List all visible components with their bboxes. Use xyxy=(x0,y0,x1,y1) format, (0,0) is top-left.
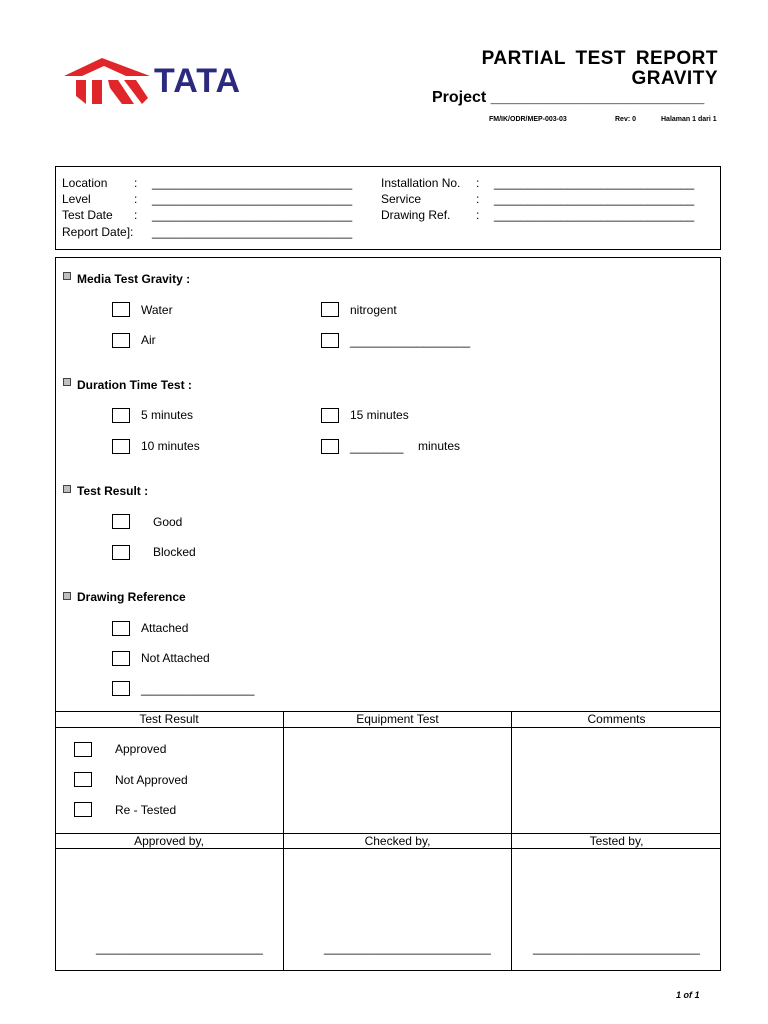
approved-by-signature-line[interactable]: _________________________ xyxy=(96,941,263,955)
tested-by-signature-line[interactable]: _________________________ xyxy=(533,941,700,955)
drawing-ref-sep: : xyxy=(476,208,480,222)
not-approved-checkbox[interactable] xyxy=(74,772,92,787)
drawing-section-title: Drawing Reference xyxy=(77,590,186,604)
attached-label: Attached xyxy=(141,621,189,635)
service-field[interactable]: ______________________________ xyxy=(494,192,695,206)
blocked-label: Blocked xyxy=(153,545,196,559)
project-blank: ________________________ xyxy=(490,89,705,106)
checked-by-signature-line[interactable]: _________________________ xyxy=(324,941,491,955)
custom-minutes-unit: minutes xyxy=(418,439,461,453)
custom-minutes-field[interactable]: ________ xyxy=(350,440,404,454)
10-minutes-checkbox[interactable] xyxy=(112,439,130,454)
project-label: Project xyxy=(432,89,487,106)
approved-label: Approved xyxy=(115,742,167,756)
attached-checkbox[interactable] xyxy=(112,621,130,636)
not-approved-label: Not Approved xyxy=(115,773,188,787)
15-minutes-checkbox[interactable] xyxy=(321,408,339,423)
test-date-field[interactable]: ______________________________ xyxy=(152,208,353,222)
tata-logo-icon xyxy=(62,58,152,108)
report-date-field[interactable]: ______________________________ xyxy=(152,225,353,239)
col-equipment-test: Equipment Test xyxy=(356,712,439,726)
section-bullet-icon xyxy=(63,485,71,493)
logo-wordmark: TATA xyxy=(154,62,242,100)
location-field[interactable]: ______________________________ xyxy=(152,176,353,190)
custom-minutes-checkbox[interactable] xyxy=(321,439,339,454)
good-checkbox[interactable] xyxy=(112,514,130,529)
test-date-sep: : xyxy=(134,208,138,222)
doc-code: FM/IK/ODR/MEP-003-03 xyxy=(489,116,567,123)
nitrogent-label: nitrogent xyxy=(350,303,397,317)
report-title: PARTIAL TEST REPORT xyxy=(481,48,718,69)
drawing-other-field[interactable]: _________________ xyxy=(141,682,255,696)
project-field xyxy=(432,89,704,107)
section-bullet-icon xyxy=(63,272,71,280)
result-section-title: Test Result : xyxy=(77,484,149,498)
air-label: Air xyxy=(141,333,156,347)
col-test-result: Test Result xyxy=(139,712,199,726)
media-section-title: Media Test Gravity : xyxy=(77,272,191,286)
report-subtitle: GRAVITY xyxy=(631,68,718,89)
service-label: Service xyxy=(381,192,422,206)
water-checkbox[interactable] xyxy=(112,302,130,317)
drawing-ref-label: Drawing Ref. xyxy=(381,208,451,222)
drawing-other-checkbox[interactable] xyxy=(112,681,130,696)
not-attached-checkbox[interactable] xyxy=(112,651,130,666)
15-minutes-label: 15 minutes xyxy=(350,408,409,422)
revision: Rev: 0 xyxy=(615,116,637,123)
re-tested-label: Re - Tested xyxy=(115,803,177,817)
page-ref: Halaman 1 dari 1 xyxy=(661,116,717,123)
section-bullet-icon xyxy=(63,378,71,386)
re-tested-checkbox[interactable] xyxy=(74,802,92,817)
media-other-field[interactable]: __________________ xyxy=(350,334,471,348)
level-sep: : xyxy=(134,192,138,206)
water-label: Water xyxy=(141,303,173,317)
installation-sep: : xyxy=(476,176,480,190)
5-minutes-label: 5 minutes xyxy=(141,408,194,422)
service-sep: : xyxy=(476,192,480,206)
media-other-checkbox[interactable] xyxy=(321,333,339,348)
sign-header-border xyxy=(55,848,721,849)
installation-field[interactable]: ______________________________ xyxy=(494,176,695,190)
not-attached-label: Not Attached xyxy=(141,651,210,665)
table-header-border xyxy=(55,727,721,728)
level-label: Level xyxy=(62,192,91,206)
blocked-checkbox[interactable] xyxy=(112,545,130,560)
page-number: 1 of 1 xyxy=(676,990,700,1000)
air-checkbox[interactable] xyxy=(112,333,130,348)
checked-by-label: Checked by, xyxy=(364,834,431,848)
report-date-label: Report Date]: xyxy=(62,225,134,239)
location-sep: : xyxy=(134,176,138,190)
nitrogent-checkbox[interactable] xyxy=(321,302,339,317)
approved-checkbox[interactable] xyxy=(74,742,92,757)
5-minutes-checkbox[interactable] xyxy=(112,408,130,423)
tested-by-label: Tested by, xyxy=(589,834,644,848)
duration-section-title: Duration Time Test : xyxy=(77,378,192,392)
section-bullet-icon xyxy=(63,592,71,600)
main-form-box xyxy=(55,257,721,971)
10-minutes-label: 10 minutes xyxy=(141,439,200,453)
test-date-label: Test Date xyxy=(62,208,113,222)
drawing-ref-field[interactable]: ______________________________ xyxy=(494,208,695,222)
installation-label: Installation No. xyxy=(381,176,461,190)
location-label: Location xyxy=(62,176,108,190)
good-label: Good xyxy=(153,515,183,529)
col-comments: Comments xyxy=(587,712,646,726)
approved-by-label: Approved by, xyxy=(134,834,204,848)
level-field[interactable]: ______________________________ xyxy=(152,192,353,206)
